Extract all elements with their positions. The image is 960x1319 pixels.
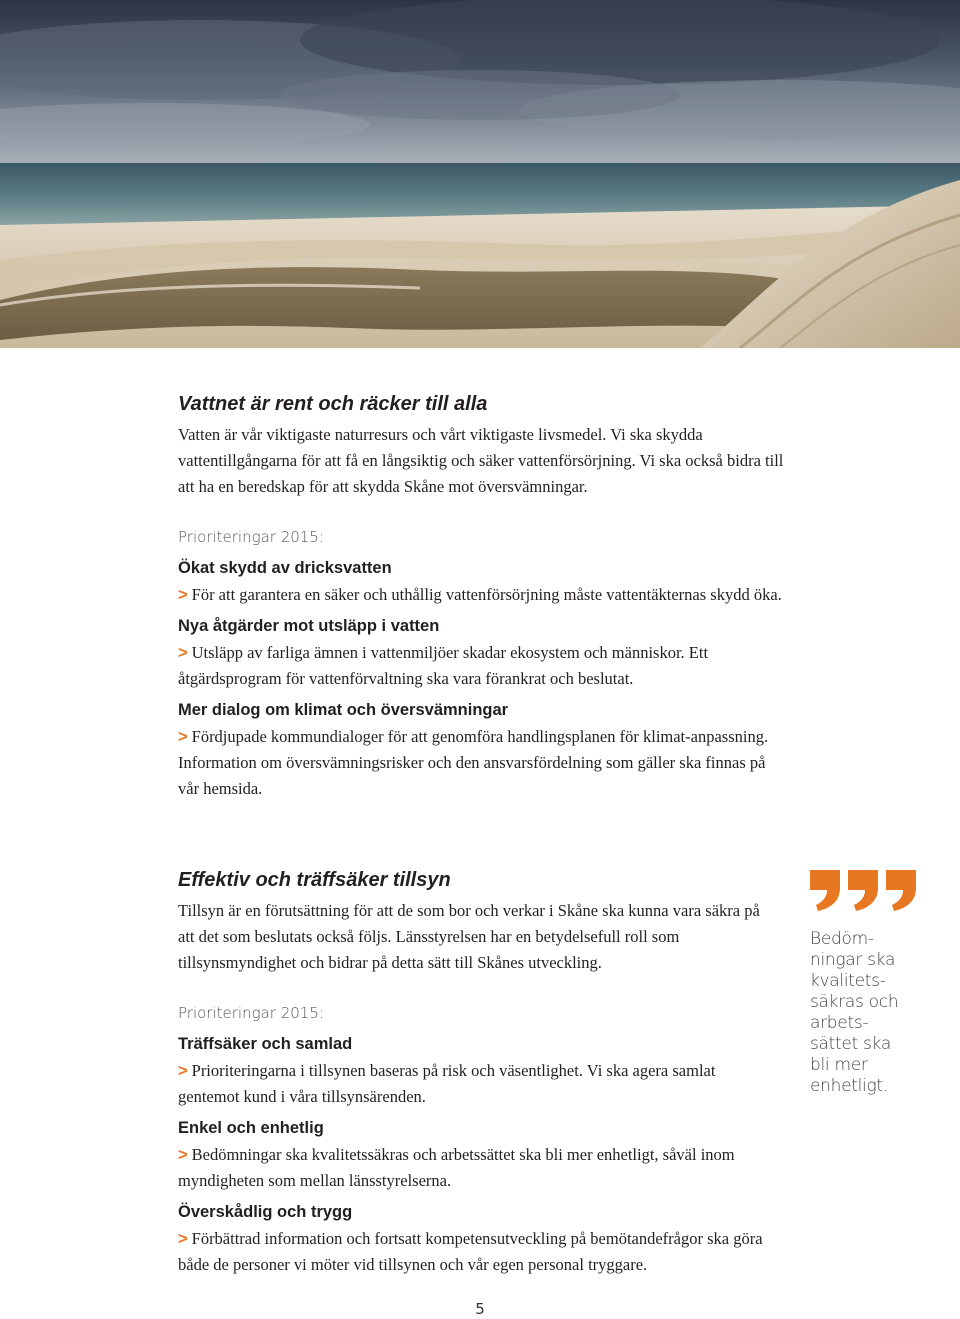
arrow-icon: > bbox=[178, 586, 188, 604]
section-intro: Tillsyn är en förutsättning för att de som bor och verkar i Skåne ska kunna vara säkra på att det som beslutats också följs. Länsstyrelsen har en betydelsefull roll som tillsynsmyndighet och bidrar på detta sätt till Skånes utveckling. bbox=[178, 901, 760, 972]
priorities-label: Prioriteringar 2015: bbox=[178, 528, 324, 546]
section-supervision bbox=[178, 866, 778, 1278]
arrow-icon: > bbox=[178, 1146, 188, 1164]
arrow-icon: > bbox=[178, 644, 188, 662]
arrow-icon: > bbox=[178, 1230, 188, 1248]
priority-heading: Träffsäker och samlad bbox=[178, 1035, 353, 1053]
section-intro: Vatten är vår viktigaste naturresurs och vårt viktigaste livsmedel. Vi ska skydda vattentillgångarna för att få en långsiktig och säker vattenförsörjning. Vi ska också bidra till att ha en beredskap för att skydda Skåne mot översvämningar. bbox=[178, 425, 784, 496]
section-title: Vattnet är rent och räcker till alla bbox=[178, 393, 488, 415]
section-title: Effektiv och träffsäker tillsyn bbox=[178, 869, 451, 891]
priority-text: > Prioriteringarna i tillsynen baseras på risk och väsentlighet. Vi ska agera samlat gentemot kund i våra tillsynsärenden. bbox=[178, 1061, 716, 1106]
hero-photo-beach bbox=[0, 0, 960, 348]
priority-text: > Förbättrad information och fortsatt kompetensutveckling på bemötandefrågor ska göra både de personer vi möter vid tillsynen och vår egen personal tryggare. bbox=[178, 1229, 763, 1274]
priority-heading: Enkel och enhetlig bbox=[178, 1119, 324, 1137]
section-clean-water bbox=[178, 390, 788, 802]
arrow-icon: > bbox=[178, 728, 188, 746]
priority-heading: Överskådlig och trygg bbox=[178, 1203, 353, 1221]
priority-heading: Nya åtgärder mot utsläpp i vatten bbox=[178, 617, 440, 635]
page-number: 5 bbox=[475, 1300, 485, 1318]
arrow-icon: > bbox=[178, 1062, 188, 1080]
pull-quote-text: Bedöm- ningar ska kvalitets- säkras och arbets- sättet ska bli mer enhetligt. bbox=[810, 929, 899, 1096]
priority-text: > Utsläpp av farliga ämnen i vattenmiljöer skadar ekosystem och människor. Ett åtgärdsprogram för vattenförvaltning ska vara förankrat och beslutat. bbox=[178, 643, 709, 688]
quote-mark-icon bbox=[810, 868, 920, 912]
pull-quote bbox=[810, 868, 930, 1097]
priority-heading: Ökat skydd av dricksvatten bbox=[178, 559, 392, 577]
priority-heading: Mer dialog om klimat och översvämningar bbox=[178, 701, 509, 719]
priorities-label: Prioriteringar 2015: bbox=[178, 1004, 324, 1022]
priority-text: > För att garantera en säker och uthållig vattenförsörjning måste vattentäkternas skydd öka. bbox=[178, 585, 782, 604]
priority-text: > Fördjupade kommundialoger för att genomföra handlingsplanen för klimat-anpassning. Information om översvämningsrisker och den ansvarsfördelning som gäller ska finnas på vår hemsida. bbox=[178, 727, 769, 798]
priority-text: > Bedömningar ska kvalitetssäkras och arbetssättet ska bli mer enhetligt, såväl inom myndigheten som mellan länsstyrelserna. bbox=[178, 1145, 735, 1190]
